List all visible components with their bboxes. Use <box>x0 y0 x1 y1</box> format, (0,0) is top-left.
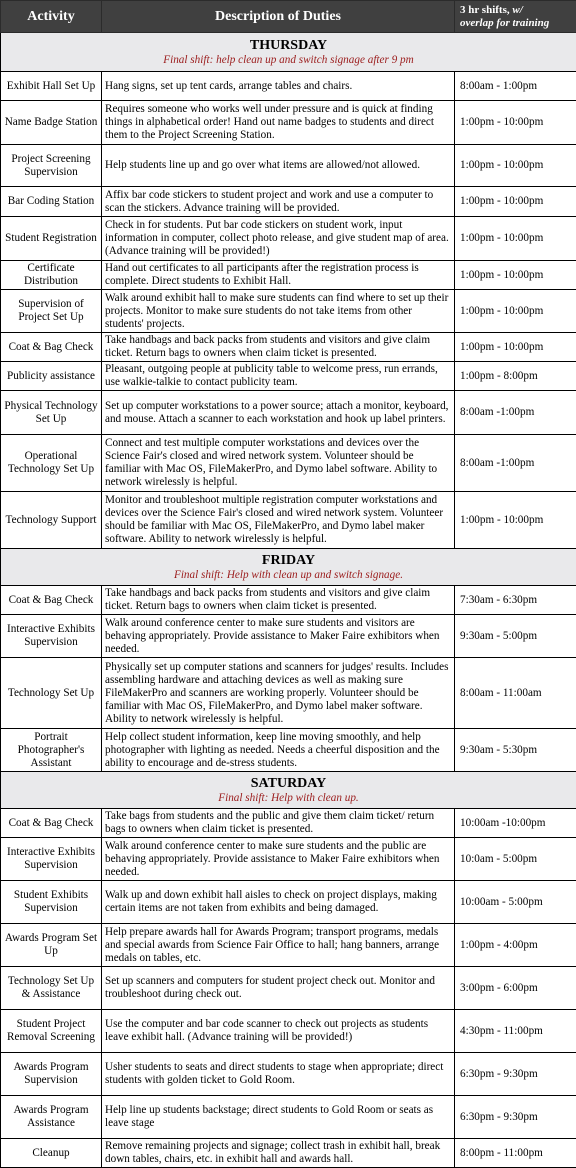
day-note: Final shift: help clean up and switch signage after 9 pm <box>1 54 576 67</box>
activity-cell: Awards Program Supervision <box>1 1053 102 1096</box>
table-row <box>1 1139 576 1168</box>
table-row <box>1 1053 576 1096</box>
duties-cell: Take handbags and back packs from students and visitors and give claim ticket. Return bags to owners when claim ticket is presented. <box>102 333 455 362</box>
table-body <box>1 33 576 1168</box>
shift-header-line1: 3 hr shifts, <box>460 4 512 16</box>
shift-header-line2: overlap for training <box>460 17 549 29</box>
duties-cell: Pleasant, outgoing people at publicity table to welcome press, run errands, use walkie-talkie to contact publicity team. <box>102 362 455 391</box>
activity-cell: Project Screening Supervision <box>1 145 102 187</box>
table-row <box>1 838 576 881</box>
table-row <box>1 658 576 729</box>
day-name: FRIDAY <box>1 552 576 569</box>
activity-cell: Operational Technology Set Up <box>1 435 102 492</box>
duties-cell: Requires someone who works well under pressure and is quick at finding things in alphabetical order! Hand out name badges to students and direct them to the Project Screening Station. <box>102 101 455 145</box>
shift-cell: 1:00pm - 10:00pm <box>455 217 576 261</box>
duties-cell: Help collect student information, keep line moving smoothly, and help photographer with lighting as needed. Needs a cheerful disposition and the ability to encourage and de-stress students. <box>102 729 455 772</box>
duties-cell: Help prepare awards hall for Awards Program; transport programs, medals and special awards from Science Fair Office to hall; hang banners, arrange medals on tables, etc. <box>102 924 455 967</box>
duties-cell: Set up computer workstations to a power source; attach a monitor, keyboard, and mouse. Attach a scanner to each workstation and hook up label printers. <box>102 391 455 435</box>
shift-cell: 8:00pm - 11:00pm <box>455 1139 576 1168</box>
activity-cell: Coat & Bag Check <box>1 586 102 615</box>
activity-cell: Technology Set Up & Assistance <box>1 967 102 1010</box>
table-row <box>1 492 576 549</box>
activity-cell: Student Exhibits Supervision <box>1 881 102 924</box>
duties-cell: Help students line up and go over what items are allowed/not allowed. <box>102 145 455 187</box>
header-row <box>1 1 576 33</box>
activity-cell: Name Badge Station <box>1 101 102 145</box>
day-name: THURSDAY <box>1 37 576 54</box>
table-row <box>1 967 576 1010</box>
day-header-cell <box>1 772 576 809</box>
activity-cell: Awards Program Assistance <box>1 1096 102 1139</box>
shift-cell: 1:00pm - 8:00pm <box>455 362 576 391</box>
table-row <box>1 435 576 492</box>
shift-cell: 8:00am -1:00pm <box>455 391 576 435</box>
day-name: SATURDAY <box>1 775 576 792</box>
duties-cell: Hang signs, set up tent cards, arrange tables and chairs. <box>102 72 455 101</box>
duties-cell: Remove remaining projects and signage; collect trash in exhibit hall, break down tables, chairs, etc. in exhibit hall and awards hall. <box>102 1139 455 1168</box>
shift-cell: 8:00am -1:00pm <box>455 435 576 492</box>
duties-cell: Walk up and down exhibit hall aisles to check on project displays, making certain items are not taken from exhibits and being damaged. <box>102 881 455 924</box>
table-row <box>1 729 576 772</box>
table-row <box>1 586 576 615</box>
duties-cell: Monitor and troubleshoot multiple registration computer workstations and devices over the Science Fair's closed and wired network system. Volunteer should be familiar with Mac OS, FileMakerPro, and Dymo label maker software. Ability to network wirelessly is helpful. <box>102 492 455 549</box>
activity-header: Activity <box>1 1 102 33</box>
shift-header-line1-em: w/ <box>512 4 522 16</box>
activity-cell: Technology Set Up <box>1 658 102 729</box>
day-header-row <box>1 33 576 72</box>
duties-cell: Check in for students. Put bar code stickers on student work, input information in computer, collect photo release, and give student map of area. (Advance training will be provided!) <box>102 217 455 261</box>
shift-cell: 1:00pm - 10:00pm <box>455 492 576 549</box>
activity-cell: Student Project Removal Screening <box>1 1010 102 1053</box>
activity-cell: Student Registration <box>1 217 102 261</box>
table-row <box>1 217 576 261</box>
shift-cell: 6:30pm - 9:30pm <box>455 1096 576 1139</box>
shift-cell: 1:00pm - 4:00pm <box>455 924 576 967</box>
activity-cell: Physical Technology Set Up <box>1 391 102 435</box>
duties-cell: Walk around exhibit hall to make sure students can find where to set up their projects. Monitor to make sure students do not take items from other students' projects. <box>102 290 455 333</box>
duties-cell: Hand out certificates to all participants after the registration process is complete. Direct students to Exhibit Hall. <box>102 261 455 290</box>
activity-cell: Portrait Photographer's Assistant <box>1 729 102 772</box>
duties-cell: Connect and test multiple computer workstations and devices over the Science Fair's closed and wired network system. Volunteer should be familiar with Mac OS, FileMakerPro, and Dymo label software. Ability to network wirelessly is helpful. <box>102 435 455 492</box>
table-row <box>1 809 576 838</box>
shift-cell: 1:00pm - 10:00pm <box>455 101 576 145</box>
table-row <box>1 881 576 924</box>
duties-cell: Take bags from students and the public and give them claim ticket/ return bags to owners when claim ticket is presented. <box>102 809 455 838</box>
description-header: Description of Duties <box>102 1 455 33</box>
activity-cell: Certificate Distribution <box>1 261 102 290</box>
table-row <box>1 101 576 145</box>
activity-cell: Bar Coding Station <box>1 187 102 217</box>
shift-cell: 8:00am - 11:00am <box>455 658 576 729</box>
table-row <box>1 391 576 435</box>
shift-cell: 7:30am - 6:30pm <box>455 586 576 615</box>
duties-cell: Physically set up computer stations and scanners for judges' results. Includes assembling hardware and attaching devices as well as making sure FileMakerPro and scanners are working properly. Volunteer should be familiar with Mac OS, FileMakerPro, and Dymo label maker software. Ability to network wirelessly is helpful. <box>102 658 455 729</box>
day-header-row <box>1 772 576 809</box>
shift-cell: 3:00pm - 6:00pm <box>455 967 576 1010</box>
duties-cell: Help line up students backstage; direct students to Gold Room or seats as leave stage <box>102 1096 455 1139</box>
activity-cell: Awards Program Set Up <box>1 924 102 967</box>
table-row <box>1 187 576 217</box>
activity-cell: Technology Support <box>1 492 102 549</box>
table-row <box>1 1096 576 1139</box>
activity-cell: Coat & Bag Check <box>1 809 102 838</box>
activity-cell: Exhibit Hall Set Up <box>1 72 102 101</box>
shift-cell: 9:30am - 5:00pm <box>455 615 576 658</box>
shift-cell: 1:00pm - 10:00pm <box>455 290 576 333</box>
table-row <box>1 1010 576 1053</box>
shift-cell: 6:30pm - 9:30pm <box>455 1053 576 1096</box>
day-header-cell <box>1 33 576 72</box>
table-row <box>1 72 576 101</box>
shift-cell: 9:30am - 5:30pm <box>455 729 576 772</box>
table-row <box>1 145 576 187</box>
activity-cell: Coat & Bag Check <box>1 333 102 362</box>
day-note: Final shift: Help with clean up. <box>1 792 576 805</box>
table-row <box>1 615 576 658</box>
shift-cell: 1:00pm - 10:00pm <box>455 261 576 290</box>
shift-cell: 1:00pm - 10:00pm <box>455 145 576 187</box>
shift-cell: 8:00am - 1:00pm <box>455 72 576 101</box>
activity-cell: Interactive Exhibits Supervision <box>1 615 102 658</box>
duties-cell: Usher students to seats and direct students to stage when appropriate; direct students with golden ticket to Gold Room. <box>102 1053 455 1096</box>
table-row <box>1 362 576 391</box>
table-row <box>1 333 576 362</box>
table-row <box>1 290 576 333</box>
day-header-cell <box>1 549 576 586</box>
activity-cell: Publicity assistance <box>1 362 102 391</box>
activity-cell: Cleanup <box>1 1139 102 1168</box>
shift-cell: 10:0am - 5:00pm <box>455 838 576 881</box>
duties-cell: Take handbags and back packs from students and visitors and give claim ticket. Return bags to owners when claim ticket is presented. <box>102 586 455 615</box>
shift-cell: 1:00pm - 10:00pm <box>455 333 576 362</box>
duties-cell: Affix bar code stickers to student project and work and use a computer to scan the stickers. Advance training will be provided. <box>102 187 455 217</box>
duties-cell: Walk around conference center to make sure students and visitors are behaving appropriately. Provide assistance to Maker Faire exhibitors when needed. <box>102 615 455 658</box>
shift-header <box>455 1 576 33</box>
activity-cell: Supervision of Project Set Up <box>1 290 102 333</box>
activity-cell: Interactive Exhibits Supervision <box>1 838 102 881</box>
duties-cell: Set up scanners and computers for student project check out. Monitor and troubleshoot during check out. <box>102 967 455 1010</box>
duties-cell: Use the computer and bar code scanner to check out projects as students leave exhibit hall. (Advance training will be provided!) <box>102 1010 455 1053</box>
table-row <box>1 261 576 290</box>
duties-cell: Walk around conference center to make sure students and the public are behaving appropriately. Provide assistance to Maker Faire exhibitors when needed. <box>102 838 455 881</box>
shift-cell: 1:00pm - 10:00pm <box>455 187 576 217</box>
day-header-row <box>1 549 576 586</box>
table-row <box>1 924 576 967</box>
shift-cell: 4:30pm - 11:00pm <box>455 1010 576 1053</box>
shift-cell: 10:00am - 5:00pm <box>455 881 576 924</box>
shift-cell: 10:00am -10:00pm <box>455 809 576 838</box>
day-note: Final shift: Help with clean up and switch signage. <box>1 569 576 582</box>
